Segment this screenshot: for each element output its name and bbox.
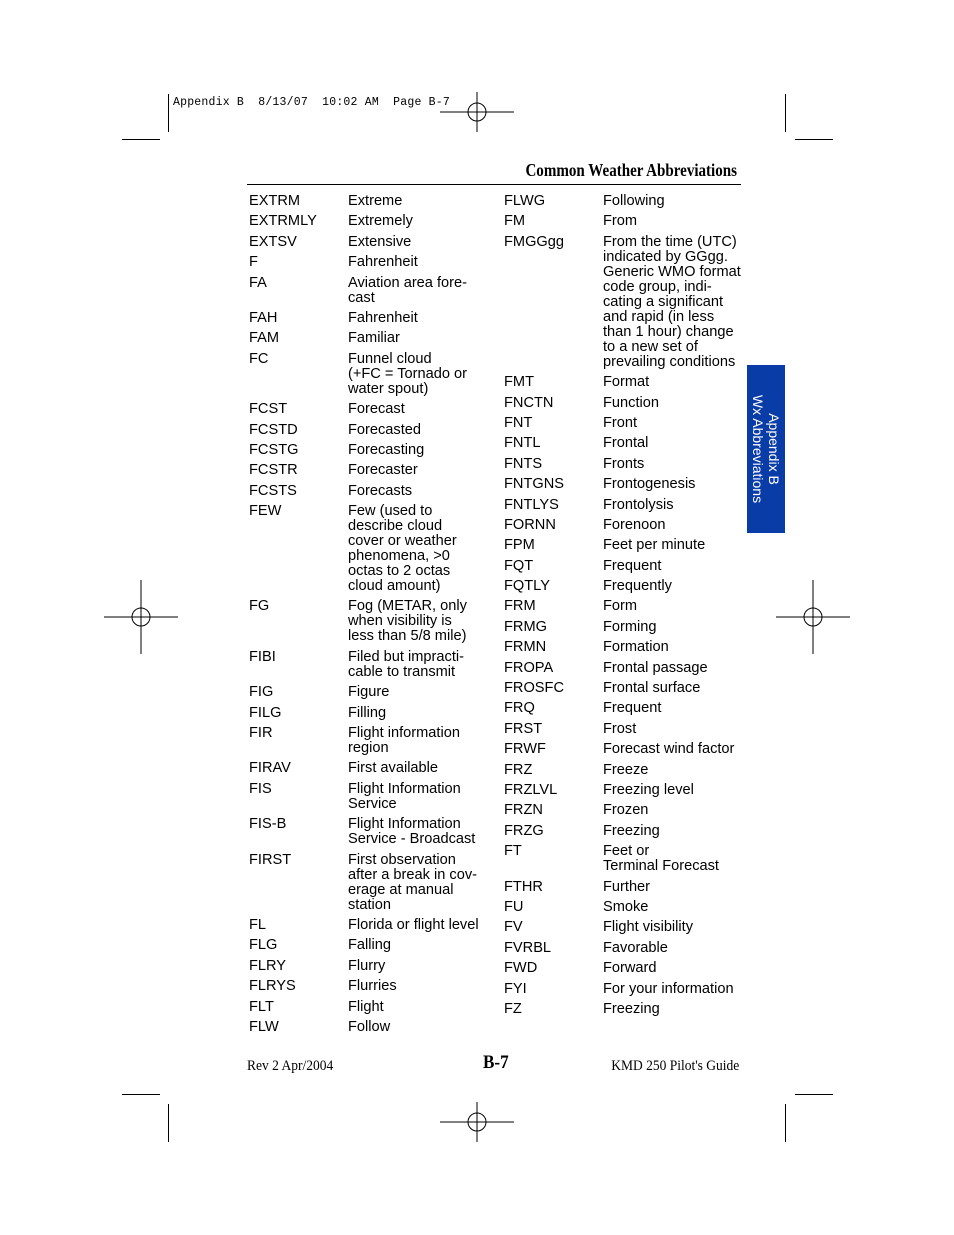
abbreviation-code: FRWF <box>504 741 546 758</box>
abbreviation-column-left <box>249 194 489 1040</box>
abbreviation-definition: Form <box>603 598 638 615</box>
abbreviation-entry <box>249 685 489 700</box>
abbreviation-code: FQT <box>504 557 534 574</box>
crop-mark <box>122 139 160 140</box>
abbreviation-definition: Frequently <box>603 578 672 595</box>
abbreviation-code: FC <box>249 350 269 367</box>
side-tab-line-2: Wx Abbreviations <box>750 394 766 504</box>
abbreviation-entry <box>249 311 489 326</box>
abbreviation-entry <box>249 255 489 270</box>
abbreviation-code: F <box>249 254 258 271</box>
crop-mark <box>122 1094 160 1095</box>
abbreviation-definition: Freezing level <box>603 781 694 798</box>
abbreviation-definition: Forming <box>603 618 657 635</box>
abbreviation-code: FIG <box>249 684 274 701</box>
abbreviation-definition: Frontal <box>603 435 649 452</box>
abbreviation-code: FWD <box>504 960 538 977</box>
abbreviation-definition: Familiar <box>348 330 400 347</box>
abbreviation-definition: Flight Information Service - Broadcast <box>348 816 476 848</box>
abbreviation-code: EXTSV <box>249 233 297 250</box>
abbreviation-definition: Feet or Terminal Forecast <box>603 843 719 875</box>
crop-mark <box>795 139 833 140</box>
abbreviation-entry <box>504 498 749 513</box>
abbreviation-definition: Fahrenheit <box>348 309 418 326</box>
abbreviation-entry <box>504 436 749 451</box>
abbreviation-entry <box>504 1002 749 1017</box>
abbreviation-code: FPM <box>504 537 535 554</box>
abbreviation-entry <box>504 803 749 818</box>
abbreviation-entry <box>504 538 749 553</box>
abbreviation-entry <box>504 880 749 895</box>
abbreviation-code: FVRBL <box>504 939 552 956</box>
abbreviation-code: FIRAV <box>249 760 291 777</box>
abbreviation-definition: For your information <box>603 980 734 997</box>
abbreviation-code: FCSTG <box>249 441 299 458</box>
abbreviation-entry <box>249 817 489 847</box>
abbreviation-definition: From the time (UTC) indicated by GGgg. Generic WMO format code group, indi- cating a significant and rapid (in less than 1 hour) change to a new set of prevailing conditions <box>603 233 741 370</box>
abbreviation-code: FT <box>504 843 522 860</box>
abbreviation-definition: Follow <box>348 1018 391 1035</box>
abbreviation-definition: Feet per minute <box>603 537 706 554</box>
abbreviation-entry <box>249 650 489 680</box>
abbreviation-code: FILG <box>249 704 282 721</box>
abbreviation-code: FRM <box>504 598 536 615</box>
crop-mark <box>785 94 786 132</box>
abbreviation-code: FEW <box>249 503 282 520</box>
abbreviation-entry <box>249 599 489 644</box>
abbreviation-definition: Following <box>603 193 665 209</box>
abbreviation-code: FNTL <box>504 435 541 452</box>
abbreviation-entry <box>249 235 489 250</box>
abbreviation-code: EXTRMLY <box>249 213 317 230</box>
abbreviation-definition: Frontolysis <box>603 496 674 513</box>
abbreviation-entry <box>504 783 749 798</box>
abbreviation-code: FRZN <box>504 802 543 819</box>
abbreviation-entry <box>249 853 489 913</box>
abbreviation-definition: Forecasting <box>348 441 425 458</box>
abbreviation-code: FORNN <box>504 516 556 533</box>
registration-mark-icon <box>104 580 178 654</box>
abbreviation-entry <box>249 331 489 346</box>
header-rule <box>247 184 741 185</box>
abbreviation-definition: Freezing <box>603 822 660 839</box>
abbreviation-entry <box>249 979 489 994</box>
abbreviation-code: FNTLYS <box>504 496 559 513</box>
abbreviation-definition: Frontal surface <box>603 680 701 697</box>
abbreviation-code: FRQ <box>504 700 535 717</box>
abbreviation-definition: Flight visibility <box>603 919 694 936</box>
abbreviation-code: FCSTD <box>249 421 298 438</box>
registration-mark-icon <box>440 75 514 149</box>
abbreviation-definition: Fahrenheit <box>348 254 418 271</box>
abbreviation-entry <box>504 518 749 533</box>
abbreviation-code: FLT <box>249 998 274 1015</box>
abbreviation-entry <box>504 214 749 229</box>
abbreviation-definition: Favorable <box>603 939 668 956</box>
abbreviation-entry <box>504 961 749 976</box>
abbreviation-entry <box>249 782 489 812</box>
abbreviation-definition: Frozen <box>603 802 649 819</box>
abbreviation-definition: Filling <box>348 704 387 721</box>
abbreviation-definition: Flurry <box>348 957 386 974</box>
section-side-tab-label <box>750 395 782 503</box>
abbreviation-definition: Figure <box>348 684 390 701</box>
abbreviation-entry <box>249 402 489 417</box>
abbreviation-code: FLG <box>249 937 278 954</box>
abbreviation-code: FNTGNS <box>504 476 564 493</box>
abbreviation-entry <box>504 457 749 472</box>
abbreviation-code: FAH <box>249 309 278 326</box>
abbreviation-entry <box>504 194 749 209</box>
print-slug-line: Appendix B 8/13/07 10:02 AM Page B-7 <box>173 96 450 109</box>
abbreviation-code: FIRST <box>249 851 292 868</box>
abbreviation-code: FLW <box>249 1018 279 1035</box>
abbreviation-definition: Flurries <box>348 978 397 995</box>
abbreviation-definition: Flight Information Service <box>348 780 461 812</box>
abbreviation-definition: Forenoon <box>603 516 666 533</box>
abbreviation-entry <box>504 941 749 956</box>
abbreviation-entry <box>504 375 749 390</box>
abbreviation-code: FROPA <box>504 659 554 676</box>
abbreviation-definition: From <box>603 213 638 230</box>
abbreviation-code: FLRY <box>249 957 287 974</box>
crop-mark <box>785 1104 786 1142</box>
abbreviation-entry <box>504 824 749 839</box>
abbreviation-definition: First available <box>348 760 439 777</box>
abbreviation-code: FIBI <box>249 648 276 665</box>
abbreviation-entry <box>504 763 749 778</box>
abbreviation-entry <box>504 559 749 574</box>
abbreviation-definition: Freeze <box>603 761 649 778</box>
footer-revision: Rev 2 Apr/2004 <box>247 1058 334 1074</box>
side-tab-line-1: Appendix B <box>766 413 782 485</box>
abbreviation-entry <box>504 722 749 737</box>
abbreviation-code: FCSTR <box>249 462 298 479</box>
page-title: Common Weather Abbreviations <box>525 160 737 180</box>
abbreviation-definition: Filed but impracti- cable to transmit <box>348 648 464 680</box>
registration-mark-icon <box>776 580 850 654</box>
abbreviation-entry <box>504 620 749 635</box>
abbreviation-code: FRST <box>504 720 543 737</box>
abbreviation-entry <box>504 235 749 370</box>
abbreviation-entry <box>504 681 749 696</box>
abbreviation-definition: Flight <box>348 998 384 1015</box>
abbreviation-definition: Florida or flight level <box>348 916 479 933</box>
abbreviation-definition: Funnel cloud (+FC = Tornado or water spout) <box>348 350 467 397</box>
abbreviation-definition: Further <box>603 878 651 895</box>
abbreviation-code: FRZ <box>504 761 533 778</box>
footer-page-number: B-7 <box>483 1052 509 1073</box>
abbreviation-definition: Few (used to describe cloud cover or weather phenomena, >0 octas to 2 octas cloud amount) <box>348 503 457 595</box>
abbreviation-code: FCST <box>249 401 288 418</box>
abbreviation-entry <box>249 1020 489 1035</box>
abbreviation-definition: Forecaster <box>348 462 418 479</box>
abbreviation-entry <box>504 477 749 492</box>
abbreviation-code: FU <box>504 898 524 915</box>
abbreviation-code: FLRYS <box>249 978 296 995</box>
abbreviation-definition: Extensive <box>348 233 412 250</box>
abbreviation-entry <box>249 761 489 776</box>
abbreviation-definition: Frontogenesis <box>603 476 696 493</box>
abbreviation-code: FNCTN <box>504 394 554 411</box>
abbreviation-entry <box>504 844 749 874</box>
abbreviation-code: FLWG <box>504 193 546 209</box>
abbreviation-code: FV <box>504 919 523 936</box>
abbreviation-code: FMT <box>504 374 534 391</box>
abbreviation-definition: Forecasts <box>348 482 413 499</box>
abbreviation-code: FL <box>249 916 267 933</box>
abbreviation-entry <box>504 599 749 614</box>
crop-mark <box>168 1104 169 1142</box>
abbreviation-entry <box>249 726 489 756</box>
abbreviation-code: FNT <box>504 414 533 431</box>
abbreviation-code: FRMN <box>504 639 547 656</box>
abbreviation-entry <box>249 214 489 229</box>
abbreviation-code: FCSTS <box>249 482 297 499</box>
abbreviation-entry <box>249 484 489 499</box>
abbreviation-entry <box>504 579 749 594</box>
abbreviation-code: FIR <box>249 725 273 742</box>
abbreviation-definition: Function <box>603 394 659 411</box>
abbreviation-entry <box>504 742 749 757</box>
crop-mark <box>795 1094 833 1095</box>
abbreviation-definition: Forecast wind factor <box>603 741 735 758</box>
abbreviation-definition: Formation <box>603 639 669 656</box>
abbreviation-code: FNTS <box>504 455 543 472</box>
abbreviation-definition: Forecasted <box>348 421 422 438</box>
abbreviation-entry <box>504 701 749 716</box>
abbreviation-entry <box>504 640 749 655</box>
abbreviation-entry <box>249 276 489 306</box>
abbreviation-definition: Falling <box>348 937 391 954</box>
abbreviation-definition: Frontal passage <box>603 659 708 676</box>
abbreviation-definition: Flight information region <box>348 725 460 757</box>
abbreviation-entry <box>249 938 489 953</box>
abbreviation-entry <box>504 416 749 431</box>
abbreviation-code: FROSFC <box>504 680 564 697</box>
abbreviation-code: FRZLVL <box>504 781 558 798</box>
abbreviation-entry <box>249 918 489 933</box>
abbreviation-code: EXTRM <box>249 193 301 209</box>
abbreviation-entry <box>249 352 489 397</box>
abbreviation-definition: Fronts <box>603 455 645 472</box>
crop-mark <box>168 94 169 132</box>
abbreviation-code: FAM <box>249 330 279 347</box>
abbreviation-entry <box>249 423 489 438</box>
abbreviation-code: FG <box>249 598 270 615</box>
abbreviation-entry <box>504 920 749 935</box>
abbreviation-definition: Aviation area fore- cast <box>348 274 467 306</box>
abbreviation-definition: Extreme <box>348 193 403 209</box>
abbreviation-code: FYI <box>504 980 527 997</box>
abbreviation-entry <box>504 982 749 997</box>
abbreviation-entry <box>249 504 489 594</box>
abbreviation-entry <box>249 463 489 478</box>
abbreviation-code: FMGGgg <box>504 233 565 250</box>
abbreviation-definition: First observation after a break in cov- erage at manual station <box>348 851 477 913</box>
abbreviation-entry <box>249 194 489 209</box>
abbreviation-definition: Format <box>603 374 650 391</box>
abbreviation-definition: Extremely <box>348 213 413 230</box>
abbreviation-definition: Forward <box>603 960 657 977</box>
abbreviation-entry <box>249 1000 489 1015</box>
abbreviation-definition: Forecast <box>348 401 405 418</box>
abbreviation-entry <box>249 959 489 974</box>
abbreviation-definition: Freezing <box>603 1000 660 1017</box>
abbreviation-definition: Frequent <box>603 700 662 717</box>
abbreviation-entry <box>249 443 489 458</box>
abbreviation-definition: Frequent <box>603 557 662 574</box>
abbreviation-code: FIS-B <box>249 816 287 833</box>
abbreviation-code: FQTLY <box>504 578 550 595</box>
abbreviation-entry <box>504 900 749 915</box>
abbreviation-code: FRZG <box>504 822 544 839</box>
abbreviation-definition: Front <box>603 414 638 431</box>
footer-guide-title: KMD 250 Pilot's Guide <box>610 1058 739 1074</box>
abbreviation-column-right <box>504 194 749 1022</box>
abbreviation-code: FRMG <box>504 618 547 635</box>
abbreviation-definition: Frost <box>603 720 637 737</box>
abbreviation-definition: Fog (METAR, only when visibility is less than 5/8 mile) <box>348 598 467 645</box>
abbreviation-code: FIS <box>249 780 272 797</box>
abbreviation-code: FM <box>504 213 526 230</box>
abbreviation-entry <box>249 706 489 721</box>
abbreviation-entry <box>504 396 749 411</box>
abbreviation-code: FZ <box>504 1000 522 1017</box>
abbreviation-code: FTHR <box>504 878 543 895</box>
abbreviation-definition: Smoke <box>603 898 649 915</box>
registration-mark-icon <box>440 1085 514 1159</box>
abbreviation-entry <box>504 661 749 676</box>
abbreviation-code: FA <box>249 274 267 291</box>
